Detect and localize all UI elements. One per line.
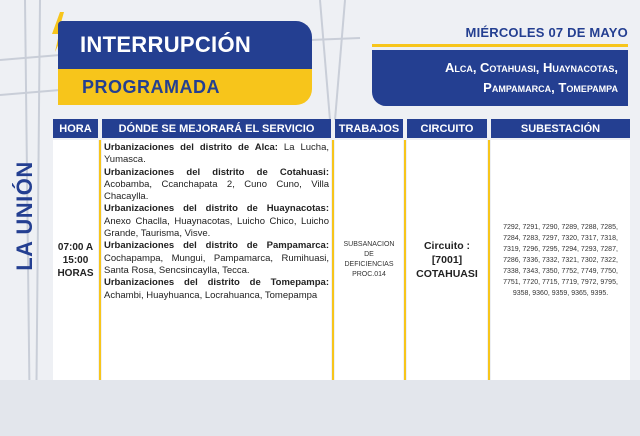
trabajos-line: DE	[364, 251, 374, 258]
zone-places: Achambi, Huayhuanca, Locrahuanca, Tomepampa	[104, 289, 318, 301]
header-donde: DÓNDE SE MEJORARÁ EL SERVICIO	[102, 119, 331, 138]
date-label: MIÉRCOLES 07 DE MAYO	[465, 25, 628, 40]
column-divider	[488, 140, 490, 380]
zone-label: Urbanizaciones del distrito de Huaynacotas:	[104, 203, 329, 215]
trabajos-line: PROC.014	[352, 271, 386, 278]
header-circuito: CIRCUITO	[407, 119, 487, 138]
subtitle-text: PROGRAMADA	[82, 76, 220, 97]
title-text: INTERRUPCIÓN	[80, 32, 252, 57]
trabajos-text	[344, 240, 395, 280]
hora-line: HORAS	[57, 267, 94, 279]
region-label	[10, 146, 40, 286]
hora-text	[57, 241, 93, 280]
cell-trabajos	[335, 140, 403, 380]
cell-donde	[102, 140, 331, 380]
column-divider	[99, 140, 101, 380]
trabajos-line: SUBSANACION	[343, 241, 395, 248]
region-text: LA UNIÓN	[12, 161, 38, 271]
districts-line-2: Pampamarca, Tomepampa	[483, 80, 618, 95]
column-divider	[404, 140, 406, 380]
circuito-line: COTAHUASI	[416, 268, 478, 280]
header-subestacion: SUBESTACIÓN	[491, 119, 630, 138]
subestacion-text: 7292, 7291, 7290, 7289, 7288, 7285, 7284, 7283, 7297, 7320, 7317, 7318, 7319, 7296, 7295, 7294, 7293, 7287, 7286, 7336, 7332, 7321, 7302, 7322, 7338, 7343, 7350, 7752, 7749, 7750, 7751, 7720, 7715, 7719, 7972, 9795, 9358, 9360, 9359, 9365, 9395.	[503, 223, 618, 297]
header-hora: HORA	[53, 119, 98, 138]
hora-line: 15:00	[62, 254, 89, 266]
circuito-line: [7001]	[431, 254, 463, 266]
zone-cotahuasi	[104, 167, 329, 204]
zone-places: Anexo Chaclla, Huaynacotas, Luicho Chico, Luicho Grande, Taurisma, Visve.	[104, 215, 329, 240]
districts-box	[372, 50, 628, 106]
column-divider	[332, 140, 334, 380]
interruption-title	[58, 21, 312, 69]
scheduled-subtitle	[58, 69, 312, 105]
cell-circuito	[407, 140, 487, 380]
circuito-line: Circuito :	[423, 240, 471, 252]
date-underline	[372, 44, 628, 47]
cell-subestacion	[491, 140, 630, 380]
zone-alca	[104, 142, 329, 167]
zone-label: Urbanizaciones del distrito de Pampamarca:	[104, 240, 329, 252]
header-trabajos: TRABAJOS	[335, 119, 403, 138]
districts-line-1: Alca, Cotahuasi, Huaynacotas,	[444, 60, 618, 75]
zone-label: Urbanizaciones del distrito de Tomepampa:	[104, 277, 329, 289]
zone-tomepampa	[104, 277, 329, 302]
hora-line: 07:00 A	[57, 241, 94, 253]
trabajos-line: DEFICIENCIAS	[344, 261, 394, 268]
zone-places: Cochapampa, Mungui, Pampamarca, Rumihuasi, Santa Rosa, Sencsincaylla, Tecca.	[104, 252, 329, 276]
zone-label: Urbanizaciones del distrito de Alca:	[104, 142, 278, 153]
circuito-text	[416, 239, 478, 281]
zone-pampamarca	[104, 240, 329, 277]
zone-places: Acobamba, Ccanchapata 2, Cuno Cuno, Villa Chacaylla.	[104, 178, 329, 203]
zone-huaynacotas	[104, 203, 329, 240]
zone-places: La Lucha, Yumasca.	[104, 142, 329, 166]
cell-hora	[53, 140, 98, 380]
zone-label: Urbanizaciones del distrito de Cotahuasi:	[104, 166, 329, 178]
